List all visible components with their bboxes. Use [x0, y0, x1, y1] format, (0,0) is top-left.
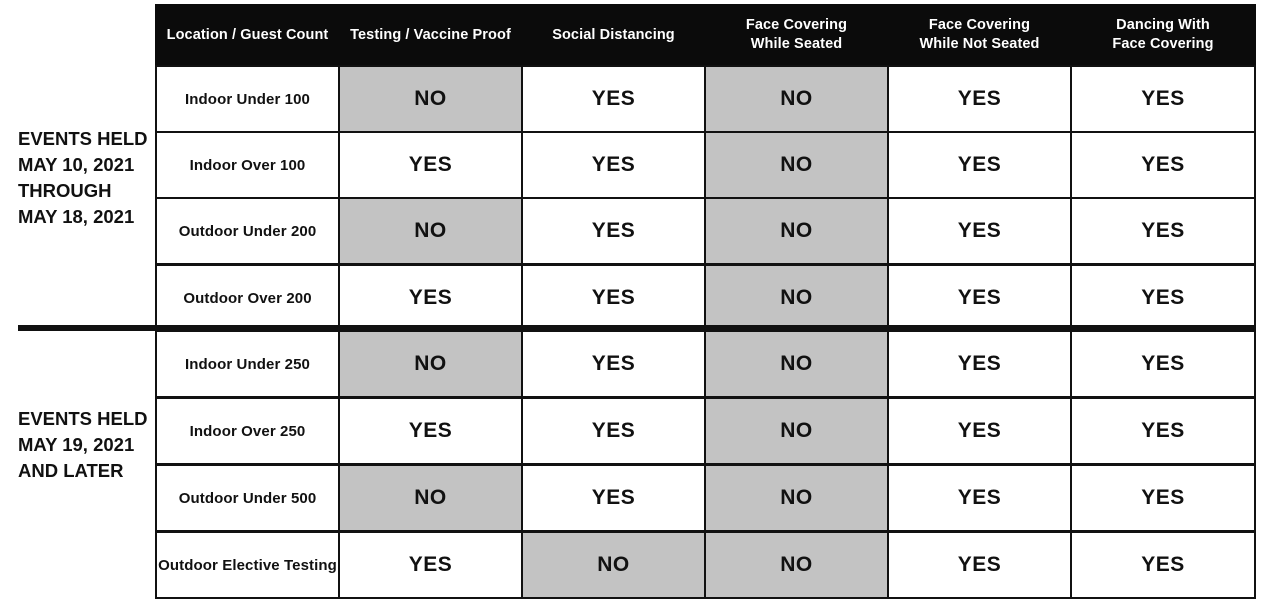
cell-dancing-with-face-covering-indoor-over-100: YES	[1070, 131, 1256, 199]
cell-social-distancing-indoor-under-100: YES	[521, 65, 706, 133]
row-label-indoor-under-100: Indoor Under 100	[155, 65, 340, 133]
cell-face-covering-while-not-seated-indoor-under-100: YES	[887, 65, 1072, 133]
row-label-indoor-under-250: Indoor Under 250	[155, 330, 340, 398]
group-divider	[18, 325, 1256, 331]
row-label-indoor-over-100: Indoor Over 100	[155, 131, 340, 199]
cell-face-covering-while-not-seated-outdoor-elective-testing: YES	[887, 531, 1072, 599]
cell-face-covering-while-seated-outdoor-over-200: NO	[704, 264, 889, 332]
cell-face-covering-while-not-seated-indoor-under-250: YES	[887, 330, 1072, 398]
cell-social-distancing-indoor-under-250: YES	[521, 330, 706, 398]
cell-face-covering-while-seated-outdoor-elective-testing: NO	[704, 531, 889, 599]
cell-social-distancing-outdoor-under-200: YES	[521, 197, 706, 265]
cell-face-covering-while-not-seated-outdoor-under-500: YES	[887, 464, 1072, 532]
cell-testing-vaccine-proof-outdoor-over-200: YES	[338, 264, 523, 332]
cell-social-distancing-outdoor-under-500: YES	[521, 464, 706, 532]
cell-face-covering-while-seated-indoor-over-100: NO	[704, 131, 889, 199]
row-label-outdoor-under-200: Outdoor Under 200	[155, 197, 340, 265]
column-header-dancing-with-face-covering: Dancing With Face Covering	[1070, 4, 1256, 66]
cell-face-covering-while-not-seated-indoor-over-100: YES	[887, 131, 1072, 199]
row-label-outdoor-elective-testing: Outdoor Elective Testing	[155, 531, 340, 599]
column-header-location-guest-count: Location / Guest Count	[155, 4, 340, 66]
cell-social-distancing-indoor-over-250: YES	[521, 397, 706, 465]
cell-face-covering-while-seated-indoor-under-250: NO	[704, 330, 889, 398]
cell-face-covering-while-not-seated-outdoor-under-200: YES	[887, 197, 1072, 265]
column-header-face-covering-while-seated: Face Covering While Seated	[704, 4, 889, 66]
cell-dancing-with-face-covering-outdoor-under-500: YES	[1070, 464, 1256, 532]
column-header-face-covering-while-not-seated: Face Covering While Not Seated	[887, 4, 1072, 66]
cell-face-covering-while-seated-indoor-under-100: NO	[704, 65, 889, 133]
cell-social-distancing-indoor-over-100: YES	[521, 131, 706, 199]
cell-face-covering-while-seated-outdoor-under-500: NO	[704, 464, 889, 532]
cell-testing-vaccine-proof-indoor-over-250: YES	[338, 397, 523, 465]
row-label-outdoor-over-200: Outdoor Over 200	[155, 264, 340, 332]
group-label-may-19-later: EVENTS HELD MAY 19, 2021 AND LATER	[18, 408, 148, 481]
row-label-outdoor-under-500: Outdoor Under 500	[155, 464, 340, 532]
cell-social-distancing-outdoor-elective-testing: NO	[521, 531, 706, 599]
cell-testing-vaccine-proof-outdoor-under-200: NO	[338, 197, 523, 265]
cell-testing-vaccine-proof-indoor-over-100: YES	[338, 131, 523, 199]
cell-social-distancing-outdoor-over-200: YES	[521, 264, 706, 332]
cell-face-covering-while-seated-outdoor-under-200: NO	[704, 197, 889, 265]
row-label-indoor-over-250: Indoor Over 250	[155, 397, 340, 465]
cell-dancing-with-face-covering-indoor-under-100: YES	[1070, 65, 1256, 133]
group-label-may-10-18: EVENTS HELD MAY 10, 2021 THROUGH MAY 18, 2021	[18, 128, 148, 227]
cell-face-covering-while-not-seated-indoor-over-250: YES	[887, 397, 1072, 465]
cell-face-covering-while-not-seated-outdoor-over-200: YES	[887, 264, 1072, 332]
cell-testing-vaccine-proof-outdoor-elective-testing: YES	[338, 531, 523, 599]
cell-face-covering-while-seated-indoor-over-250: NO	[704, 397, 889, 465]
column-header-testing-vaccine-proof: Testing / Vaccine Proof	[338, 4, 523, 66]
column-header-social-distancing: Social Distancing	[521, 4, 706, 66]
cell-dancing-with-face-covering-outdoor-elective-testing: YES	[1070, 531, 1256, 599]
cell-dancing-with-face-covering-indoor-over-250: YES	[1070, 397, 1256, 465]
cell-dancing-with-face-covering-outdoor-over-200: YES	[1070, 264, 1256, 332]
cell-testing-vaccine-proof-indoor-under-100: NO	[338, 65, 523, 133]
cell-testing-vaccine-proof-indoor-under-250: NO	[338, 330, 523, 398]
cell-dancing-with-face-covering-outdoor-under-200: YES	[1070, 197, 1256, 265]
cell-dancing-with-face-covering-indoor-under-250: YES	[1070, 330, 1256, 398]
cell-testing-vaccine-proof-outdoor-under-500: NO	[338, 464, 523, 532]
